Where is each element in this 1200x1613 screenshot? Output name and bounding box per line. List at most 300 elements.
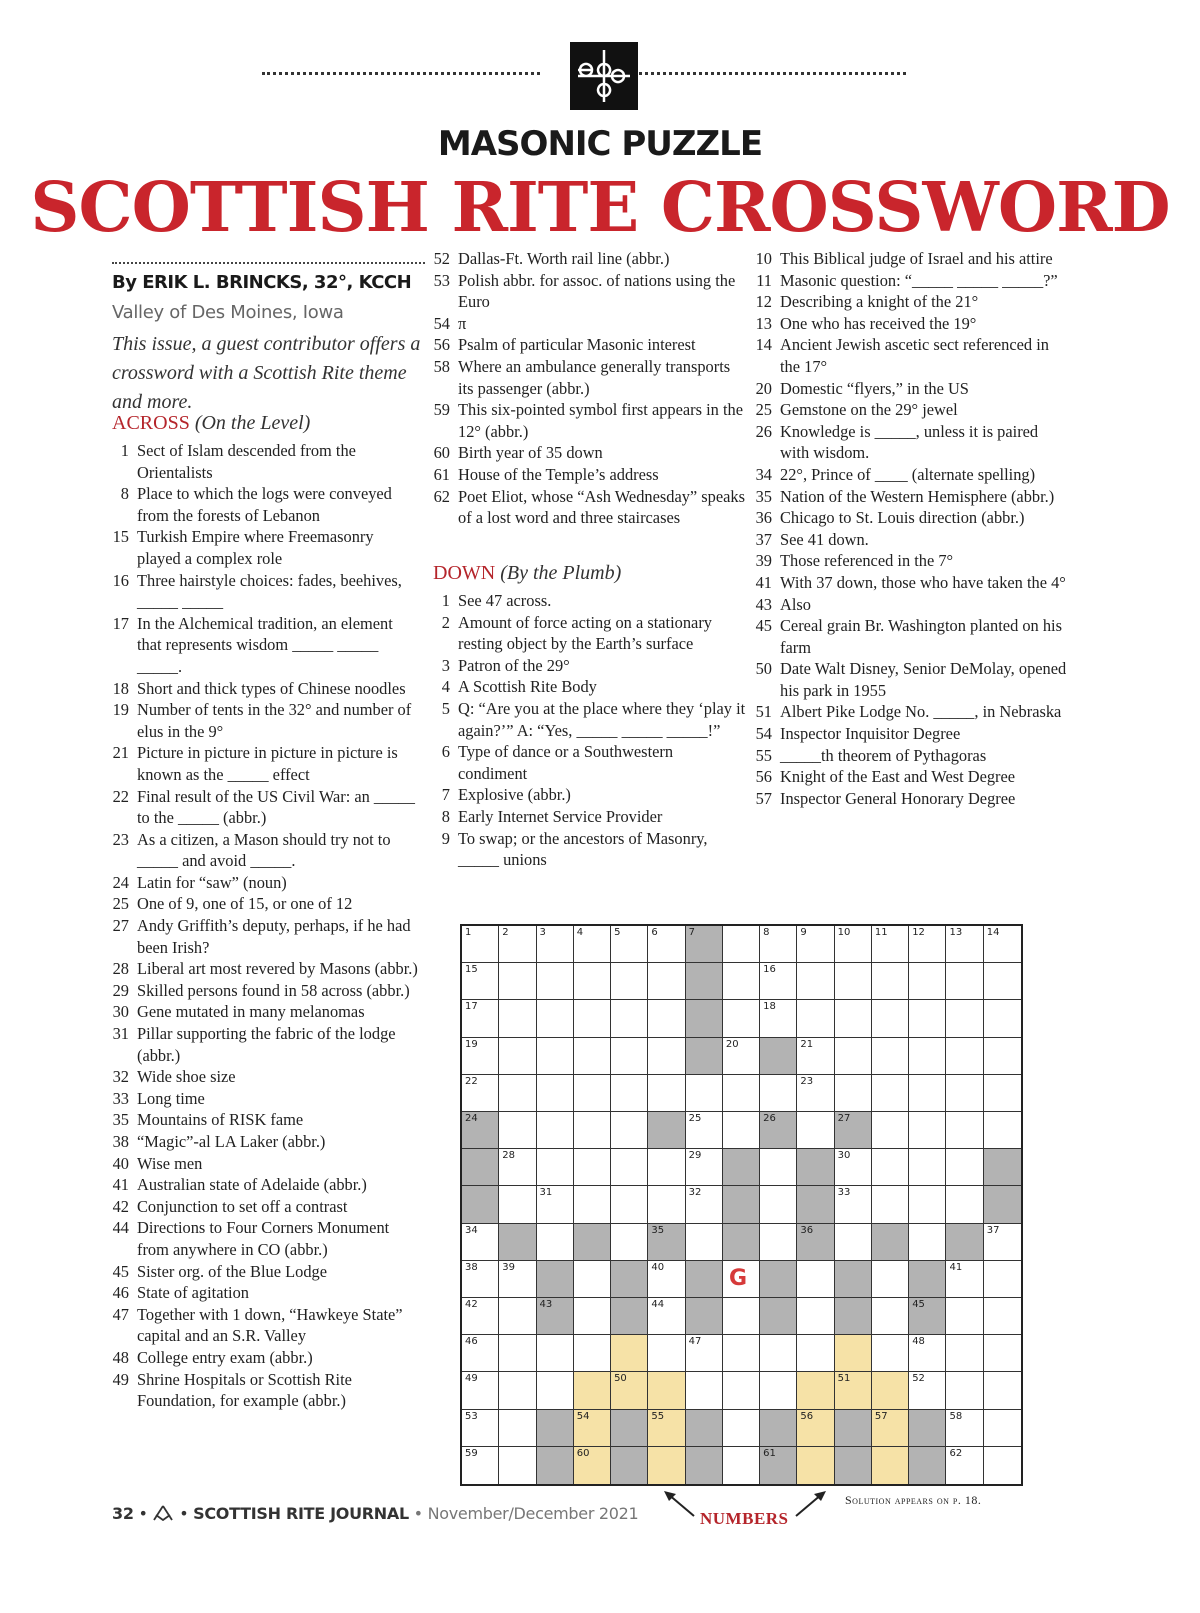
clue-text: Pillar supporting the fabric of the lodge (abbr.): [137, 1024, 396, 1065]
grid-cell[interactable]: [909, 1186, 946, 1223]
grid-cell[interactable]: [462, 926, 499, 963]
clue-number: 39: [755, 551, 772, 571]
grid-cell[interactable]: [872, 1410, 909, 1447]
clue-text: With 37 down, those who have taken the 4°: [780, 572, 1066, 592]
clue-number: 14: [755, 335, 772, 355]
clue-number: 29: [112, 980, 129, 1000]
clue-number: 13: [755, 313, 772, 333]
grid-cell[interactable]: [462, 1372, 499, 1409]
grid-cell[interactable]: [537, 1112, 574, 1149]
clue-item: [746, 723, 1068, 745]
grid-cell[interactable]: [946, 1149, 983, 1186]
clue-number: 46: [112, 1283, 129, 1303]
grid-cell[interactable]: [686, 1372, 723, 1409]
grid-cell[interactable]: [574, 1410, 611, 1447]
grid-cell[interactable]: [946, 1112, 983, 1149]
cell-number: 24: [465, 1113, 478, 1124]
grid-block: [686, 1298, 723, 1335]
grid-cell[interactable]: [797, 1447, 834, 1484]
grid-cell[interactable]: [537, 1335, 574, 1372]
grid-cell[interactable]: [499, 1372, 536, 1409]
grid-cell[interactable]: [760, 1149, 797, 1186]
grid-cell[interactable]: [537, 1224, 574, 1261]
grid-cell[interactable]: [499, 1000, 536, 1037]
grid-cell[interactable]: [909, 1038, 946, 1075]
numbers-label: NUMBERS: [700, 1509, 789, 1528]
grid-cell[interactable]: [872, 1447, 909, 1484]
grid-cell[interactable]: [872, 926, 909, 963]
grid-cell[interactable]: [760, 1224, 797, 1261]
grid-cell[interactable]: [797, 926, 834, 963]
footer-separator: •: [179, 1504, 194, 1523]
clue-text: Inspector Inquisitor Degree: [780, 724, 961, 744]
grid-cell[interactable]: [723, 1335, 760, 1372]
grid-cell[interactable]: [797, 1372, 834, 1409]
grid-cell[interactable]: [611, 1038, 648, 1075]
cell-number: 49: [465, 1373, 478, 1385]
clue-item: [103, 1174, 421, 1196]
grid-block: [946, 1224, 983, 1261]
clue-item: [103, 1369, 421, 1412]
grid-cell[interactable]: [537, 1149, 574, 1186]
grid-cell[interactable]: [872, 1112, 909, 1149]
grid-cell[interactable]: [909, 1335, 946, 1372]
grid-cell[interactable]: [723, 1000, 760, 1037]
grid-cell[interactable]: [499, 1410, 536, 1447]
clue-text: To swap; or the ancestors of Masonry, _____ unions: [458, 828, 708, 870]
cell-number: 26: [763, 1113, 776, 1124]
grid-cell[interactable]: [499, 1075, 536, 1112]
grid-cell[interactable]: [648, 1335, 685, 1372]
grid-cell[interactable]: [760, 1372, 797, 1409]
grid-cell[interactable]: [462, 963, 499, 1000]
clue-number: 48: [112, 1347, 129, 1367]
grid-cell[interactable]: [909, 926, 946, 963]
grid-cell[interactable]: [984, 1410, 1021, 1447]
grid-cell[interactable]: [797, 1112, 834, 1149]
clue-item: [103, 1282, 421, 1304]
grid-cell[interactable]: [611, 1335, 648, 1372]
grid-block: [835, 1261, 872, 1298]
grid-cell[interactable]: [909, 1000, 946, 1037]
grid-block: [760, 1298, 797, 1335]
puzzle-piece-icon: [570, 42, 638, 110]
clue-item: [746, 550, 1068, 572]
clue-text: Sect of Islam descended from the Orientalists: [137, 441, 356, 482]
grid-cell[interactable]: [872, 1335, 909, 1372]
clue-item: [103, 1109, 421, 1131]
clue-item: [746, 334, 1068, 377]
grid-cell[interactable]: [723, 963, 760, 1000]
grid-cell[interactable]: [499, 963, 536, 1000]
clue-number: 42: [112, 1196, 129, 1216]
grid-cell[interactable]: [574, 1112, 611, 1149]
clue-item: [746, 658, 1068, 701]
clue-number: 10: [755, 249, 772, 268]
grid-block: [760, 1038, 797, 1075]
down-clues-continued: [746, 248, 1068, 809]
cell-number: 43: [539, 1299, 553, 1310]
grid-block: [611, 1447, 648, 1484]
grid-cell[interactable]: [946, 1372, 983, 1409]
grid-cell[interactable]: [760, 1186, 797, 1223]
grid-cell[interactable]: [909, 1149, 946, 1186]
clue-number: 30: [112, 1002, 129, 1022]
clue-text: Final result of the US Civil War: an _____ to the _____ (abbr.): [137, 786, 415, 828]
clue-number: 15: [112, 527, 129, 547]
grid-cell[interactable]: [835, 1000, 872, 1037]
grid-block: [574, 1224, 611, 1261]
grid-cell[interactable]: [574, 963, 611, 1000]
grid-cell[interactable]: [611, 1186, 648, 1223]
grid-cell[interactable]: [946, 926, 983, 963]
grid-cell[interactable]: [686, 1149, 723, 1186]
clue-text: Q: “Are you at the place where they ‘play it again?’” A: “Yes, _____ _____ _____!”: [458, 698, 746, 740]
clue-text: Andy Griffith’s deputy, perhaps, if he had been Irish?: [137, 916, 411, 957]
grid-cell[interactable]: [723, 926, 760, 963]
grid-cell[interactable]: [648, 1261, 685, 1298]
clue-item: [746, 788, 1068, 810]
grid-cell[interactable]: [611, 1224, 648, 1261]
grid-cell[interactable]: [499, 1261, 536, 1298]
clue-text: Latin for “saw” (noun): [137, 872, 287, 892]
cell-number: 33: [837, 1187, 851, 1199]
grid-cell[interactable]: [872, 1186, 909, 1223]
grid-cell[interactable]: [462, 1335, 499, 1372]
grid-cell[interactable]: [797, 1038, 834, 1075]
grid-cell[interactable]: [984, 1000, 1021, 1037]
grid-cell[interactable]: [611, 963, 648, 1000]
grid-cell[interactable]: [984, 1372, 1021, 1409]
grid-block: [648, 1112, 685, 1149]
grid-cell[interactable]: [909, 963, 946, 1000]
grid-cell[interactable]: [537, 1075, 574, 1112]
grid-cell[interactable]: [462, 1038, 499, 1075]
clue-number: 19: [112, 700, 129, 720]
clue-number: 23: [112, 829, 129, 849]
clue-number: 20: [755, 378, 772, 398]
grid-block: [984, 1186, 1021, 1223]
grid-cell[interactable]: [537, 1186, 574, 1223]
clue-text: Australian state of Adelaide (abbr.): [137, 1175, 367, 1195]
grid-cell[interactable]: [611, 1000, 648, 1037]
grid-cell[interactable]: [574, 1372, 611, 1409]
grid-cell[interactable]: [574, 1335, 611, 1372]
grid-cell[interactable]: [909, 1112, 946, 1149]
grid-cell[interactable]: [723, 1112, 760, 1149]
clue-text: Masonic question: “_____ _____ _____?”: [780, 270, 1058, 290]
grid-cell[interactable]: [537, 926, 574, 963]
grid-cell[interactable]: [648, 1149, 685, 1186]
grid-cell[interactable]: [462, 1000, 499, 1037]
grid-cell[interactable]: [686, 1335, 723, 1372]
clue-text: Conjunction to set off a contrast: [137, 1196, 348, 1216]
clue-item: [424, 655, 746, 677]
grid-cell[interactable]: [946, 1410, 983, 1447]
grid-cell[interactable]: [574, 1298, 611, 1335]
grid-cell[interactable]: [499, 1112, 536, 1149]
clue-number: 1: [120, 441, 129, 460]
grid-cell[interactable]: [984, 1038, 1021, 1075]
across-clues: [103, 440, 421, 1412]
grid-cell[interactable]: [835, 926, 872, 963]
grid-cell[interactable]: [835, 1149, 872, 1186]
grid-block: [537, 1298, 574, 1335]
clue-item: [746, 701, 1068, 723]
grid-cell[interactable]: [946, 963, 983, 1000]
clue-item: [746, 378, 1068, 400]
grid-cell[interactable]: [760, 1075, 797, 1112]
solution-note: Solution appears on p. 18.: [845, 1493, 982, 1507]
clue-number: 31: [112, 1024, 129, 1044]
grid-cell[interactable]: [648, 963, 685, 1000]
grid-cell[interactable]: [797, 963, 834, 1000]
clue-text: Wise men: [137, 1153, 203, 1173]
grid-cell[interactable]: [835, 1186, 872, 1223]
clue-item: [103, 613, 421, 678]
grid-cell[interactable]: [872, 1038, 909, 1075]
grid-cell[interactable]: [499, 1186, 536, 1223]
grid-cell[interactable]: [723, 1410, 760, 1447]
grid-cell[interactable]: [574, 1447, 611, 1484]
grid-cell[interactable]: [611, 1112, 648, 1149]
grid-cell[interactable]: [984, 1261, 1021, 1298]
grid-cell[interactable]: [686, 1224, 723, 1261]
grid-block: [686, 1000, 723, 1037]
cell-number: 60: [576, 1447, 590, 1459]
grid-cell[interactable]: [872, 1149, 909, 1186]
clue-number: 59: [433, 400, 450, 420]
grid-cell[interactable]: [648, 926, 685, 963]
grid-cell[interactable]: [574, 1149, 611, 1186]
cell-number: 38: [465, 1261, 478, 1273]
grid-cell[interactable]: [499, 1298, 536, 1335]
grid-cell[interactable]: [686, 1075, 723, 1112]
grid-cell[interactable]: [872, 963, 909, 1000]
grid-cell[interactable]: [723, 1038, 760, 1075]
clue-text: Long time: [137, 1088, 205, 1108]
grid-cell[interactable]: [909, 1372, 946, 1409]
clue-number: 47: [112, 1304, 129, 1324]
grid-cell[interactable]: [760, 926, 797, 963]
grid-block: [723, 1224, 760, 1261]
grid-cell[interactable]: [611, 1075, 648, 1112]
clue-text: Together with 1 down, “Hawkeye State” capital and an S.R. Valley: [137, 1304, 403, 1346]
grid-cell[interactable]: [984, 926, 1021, 963]
cell-number: 45: [912, 1299, 925, 1310]
grid-cell[interactable]: [797, 1075, 834, 1112]
grid-cell[interactable]: [797, 1261, 834, 1298]
grid-cell[interactable]: [648, 1298, 685, 1335]
clue-number: 56: [433, 335, 450, 355]
grid-block: [723, 1149, 760, 1186]
clue-item: [424, 334, 746, 356]
grid-cell[interactable]: [835, 1075, 872, 1112]
grid-block: [984, 1149, 1021, 1186]
clue-item: [103, 1261, 421, 1283]
grid-cell[interactable]: [946, 1447, 983, 1484]
grid-cell[interactable]: [797, 1000, 834, 1037]
grid-cell[interactable]: [723, 1075, 760, 1112]
grid-cell[interactable]: [835, 1372, 872, 1409]
clue-number: 45: [755, 616, 772, 636]
clue-text: Type of dance or a Southwestern condiment: [458, 742, 674, 783]
grid-cell[interactable]: [723, 1447, 760, 1484]
cell-number: 19: [465, 1038, 478, 1050]
clue-text: State of agitation: [137, 1283, 249, 1303]
grid-cell[interactable]: [946, 1335, 983, 1372]
grid-cell[interactable]: [872, 1261, 909, 1298]
clue-item: [424, 464, 746, 486]
grid-cell[interactable]: [648, 1186, 685, 1223]
grid-cell[interactable]: [537, 1372, 574, 1409]
cell-number: 6: [651, 927, 658, 938]
grid-cell[interactable]: [835, 963, 872, 1000]
grid-cell[interactable]: [835, 1224, 872, 1261]
grid-cell[interactable]: [723, 1298, 760, 1335]
cell-number: 39: [502, 1261, 515, 1273]
grid-cell[interactable]: [462, 1410, 499, 1447]
cell-number: 53: [465, 1410, 478, 1422]
cell-number: 18: [763, 1001, 776, 1013]
grid-cell[interactable]: [499, 1038, 536, 1075]
grid-cell[interactable]: [723, 1372, 760, 1409]
clue-item: [103, 1001, 421, 1023]
grid-cell[interactable]: [760, 963, 797, 1000]
grid-cell[interactable]: [835, 1038, 872, 1075]
grid-cell[interactable]: [797, 1298, 834, 1335]
grid-cell[interactable]: [946, 1000, 983, 1037]
clue-item: [103, 1347, 421, 1369]
issue-date: November/December 2021: [427, 1504, 639, 1523]
grid-cell[interactable]: [462, 1298, 499, 1335]
grid-cell[interactable]: [648, 1000, 685, 1037]
grid-cell[interactable]: [797, 1410, 834, 1447]
grid-cell[interactable]: [760, 1000, 797, 1037]
clue-text: Place to which the logs were conveyed from the forests of Lebanon: [137, 484, 392, 525]
clue-number: 17: [112, 613, 129, 633]
grid-cell[interactable]: [797, 1335, 834, 1372]
grid-cell[interactable]: [984, 1075, 1021, 1112]
grid-cell[interactable]: [984, 1224, 1021, 1261]
clue-item: [746, 486, 1068, 508]
clue-text: π: [458, 313, 467, 333]
grid-cell[interactable]: [611, 1149, 648, 1186]
cell-number: 23: [800, 1075, 814, 1087]
clue-item: [746, 399, 1068, 421]
grid-cell[interactable]: [872, 1075, 909, 1112]
cell-number: 58: [949, 1410, 963, 1422]
grid-cell[interactable]: [462, 1447, 499, 1484]
grid-cell[interactable]: [648, 1372, 685, 1409]
footer-separator: •: [413, 1504, 428, 1523]
grid-cell[interactable]: [499, 1447, 536, 1484]
grid-cell[interactable]: [537, 1000, 574, 1037]
clue-text: Albert Pike Lodge No. _____, in Nebraska: [780, 702, 1062, 722]
grid-cell[interactable]: [462, 1224, 499, 1261]
clue-text: Inspector General Honorary Degree: [780, 788, 1016, 808]
grid-cell[interactable]: [499, 1149, 536, 1186]
grid-cell[interactable]: [872, 1372, 909, 1409]
grid-cell[interactable]: [574, 1186, 611, 1223]
grid-cell[interactable]: [611, 1372, 648, 1409]
grid-cell[interactable]: [984, 1298, 1021, 1335]
clue-text: Shrine Hospitals or Scottish Rite Foundation, for example (abbr.): [137, 1369, 352, 1411]
grid-cell[interactable]: [574, 1038, 611, 1075]
clue-number: 26: [755, 421, 772, 441]
clue-number: 44: [112, 1218, 129, 1238]
grid-cell[interactable]: [909, 1075, 946, 1112]
grid-cell[interactable]: [648, 1447, 685, 1484]
cell-number: 9: [800, 927, 807, 938]
cell-number: 13: [949, 927, 963, 938]
cell-number: 41: [949, 1261, 963, 1273]
grid-cell[interactable]: [648, 1075, 685, 1112]
across-label: ACROSS: [112, 412, 190, 434]
clue-number: 51: [755, 702, 772, 722]
grid-cell[interactable]: [611, 926, 648, 963]
clue-item: [424, 270, 746, 313]
grid-cell[interactable]: [946, 1298, 983, 1335]
grid-cell[interactable]: [909, 1224, 946, 1261]
clue-text: Mountains of RISK fame: [137, 1110, 304, 1130]
grid-cell[interactable]: [984, 1447, 1021, 1484]
grid-cell[interactable]: [984, 1335, 1021, 1372]
grid-cell[interactable]: [835, 1335, 872, 1372]
grid-cell[interactable]: [537, 1038, 574, 1075]
grid-cell[interactable]: [946, 1038, 983, 1075]
grid-cell[interactable]: [648, 1038, 685, 1075]
grid-block: [909, 1447, 946, 1484]
clue-text: Gene mutated in many melanomas: [137, 1002, 365, 1022]
grid-cell[interactable]: [537, 963, 574, 1000]
grid-cell[interactable]: [574, 1000, 611, 1037]
clue-item: [103, 786, 421, 829]
grid-cell[interactable]: [499, 926, 536, 963]
clue-item: [746, 766, 1068, 788]
clue-number: 52: [433, 249, 450, 268]
cell-number: 59: [465, 1447, 478, 1459]
grid-cell[interactable]: [574, 1261, 611, 1298]
clue-text: Gemstone on the 29° jewel: [780, 400, 958, 420]
grid-block: [462, 1112, 499, 1149]
grid-cell[interactable]: [760, 1335, 797, 1372]
grid-cell[interactable]: [574, 1075, 611, 1112]
clue-item: [746, 313, 1068, 335]
grid-cell[interactable]: [686, 1112, 723, 1149]
across-subtitle: (On the Level): [194, 412, 311, 434]
grid-cell[interactable]: [462, 1261, 499, 1298]
grid-cell[interactable]: [574, 926, 611, 963]
grid-cell[interactable]: [946, 1075, 983, 1112]
grid-cell[interactable]: [946, 1261, 983, 1298]
grid-cell[interactable]: [946, 1186, 983, 1223]
grid-cell[interactable]: [648, 1410, 685, 1447]
grid-cell[interactable]: [872, 1000, 909, 1037]
grid-cell[interactable]: [872, 1298, 909, 1335]
grid-cell[interactable]: [984, 963, 1021, 1000]
grid-block: [611, 1410, 648, 1447]
grid-cell[interactable]: [499, 1335, 536, 1372]
clue-number: 54: [755, 724, 772, 744]
grid-cell[interactable]: [686, 1186, 723, 1223]
grid-cell[interactable]: [462, 1075, 499, 1112]
cell-number: 57: [874, 1410, 888, 1422]
clue-item: [103, 1131, 421, 1153]
clue-item: [103, 483, 421, 526]
clue-text: Knight of the East and West Degree: [780, 767, 1016, 787]
grid-cell[interactable]: [984, 1112, 1021, 1149]
